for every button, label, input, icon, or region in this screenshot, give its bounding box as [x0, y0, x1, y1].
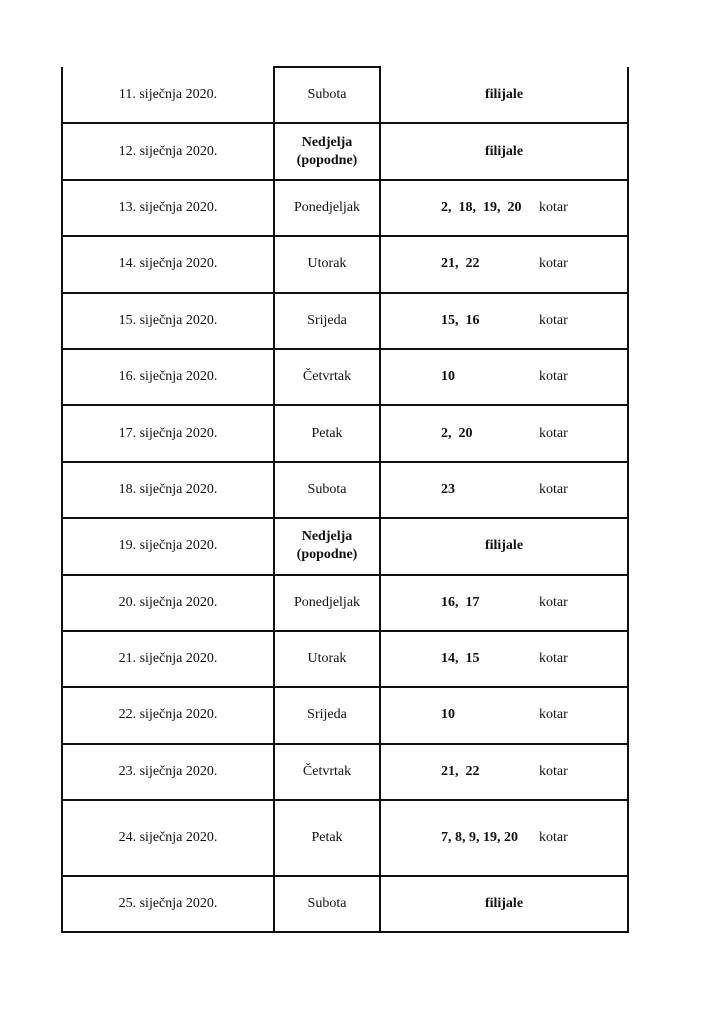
date-cell: 21. siječnja 2020. — [62, 631, 274, 687]
day-name: Ponedjeljak — [293, 594, 361, 610]
table-row — [62, 631, 628, 687]
district-label: kotar — [539, 651, 568, 667]
district-numbers: 10 — [441, 369, 455, 385]
day-note: (popodne) — [296, 547, 358, 563]
assignment-wrap — [381, 688, 627, 742]
date-cell: 14. siječnja 2020. — [62, 236, 274, 292]
district-numbers: 23 — [441, 481, 455, 497]
date-cell: 17. siječnja 2020. — [62, 405, 274, 461]
branch-label: filijale — [484, 538, 524, 554]
district-numbers: 7, 8, 9, 19, 20 — [441, 830, 518, 846]
day-cell — [274, 876, 380, 932]
day-cell — [274, 349, 380, 405]
date-cell: 11. siječnja 2020. — [62, 67, 274, 123]
day-name: Srijeda — [307, 312, 347, 328]
table-row — [62, 687, 628, 743]
assignment-cell — [380, 800, 628, 876]
date-cell: 16. siječnja 2020. — [62, 349, 274, 405]
assignment-cell — [380, 67, 628, 123]
district-numbers: 21, 22 — [441, 763, 480, 779]
assignment-cell — [380, 575, 628, 631]
table-row — [62, 293, 628, 349]
schedule-body — [62, 67, 628, 932]
date-cell: 13. siječnja 2020. — [62, 180, 274, 236]
table-row — [62, 180, 628, 236]
date-cell: 12. siječnja 2020. — [62, 123, 274, 179]
date-cell: 25. siječnja 2020. — [62, 876, 274, 932]
table-row — [62, 462, 628, 518]
district-numbers: 14, 15 — [441, 651, 480, 667]
district-label: kotar — [539, 312, 568, 328]
day-cell — [274, 180, 380, 236]
date-cell: 18. siječnja 2020. — [62, 462, 274, 518]
day-name: Utorak — [307, 651, 347, 667]
day-name: Petak — [311, 425, 343, 441]
day-name: Subota — [307, 896, 347, 912]
date-cell: 15. siječnja 2020. — [62, 293, 274, 349]
assignment-wrap — [381, 350, 627, 404]
assignment-wrap — [381, 237, 627, 291]
day-name: Petak — [311, 830, 343, 846]
date-cell: 22. siječnja 2020. — [62, 687, 274, 743]
assignment-cell — [380, 744, 628, 800]
date-cell: 19. siječnja 2020. — [62, 518, 274, 574]
assignment-cell — [380, 349, 628, 405]
assignment-cell — [380, 405, 628, 461]
district-label: kotar — [539, 707, 568, 723]
day-cell — [274, 293, 380, 349]
day-name: Subota — [307, 87, 347, 103]
assignment-wrap — [381, 463, 627, 517]
district-label: kotar — [539, 369, 568, 385]
day-cell — [274, 462, 380, 518]
day-name: Četvrtak — [302, 369, 352, 385]
table-row — [62, 744, 628, 800]
assignment-cell — [380, 687, 628, 743]
date-cell: 20. siječnja 2020. — [62, 575, 274, 631]
district-numbers: 21, 22 — [441, 256, 480, 272]
district-label: kotar — [539, 763, 568, 779]
day-cell — [274, 687, 380, 743]
day-cell — [274, 405, 380, 461]
district-label: kotar — [539, 594, 568, 610]
assignment-wrap — [381, 801, 627, 875]
assignment-cell — [380, 876, 628, 932]
table-row — [62, 876, 628, 932]
day-name: Srijeda — [307, 707, 347, 723]
branch-label: filijale — [484, 86, 524, 102]
day-name: Nedjelja — [301, 529, 353, 545]
day-cell — [274, 744, 380, 800]
day-cell — [274, 575, 380, 631]
assignment-cell — [380, 180, 628, 236]
day-name: Četvrtak — [302, 763, 352, 779]
day-note: (popodne) — [296, 152, 358, 168]
day-name: Utorak — [307, 256, 347, 272]
table-row — [62, 67, 628, 123]
assignment-wrap — [381, 181, 627, 235]
district-label: kotar — [539, 830, 568, 846]
day-cell — [274, 123, 380, 179]
branch-label: filijale — [484, 896, 524, 912]
day-name: Subota — [307, 481, 347, 497]
day-cell — [274, 518, 380, 574]
table-row — [62, 236, 628, 292]
district-label: kotar — [539, 256, 568, 272]
assignment-cell — [380, 123, 628, 179]
district-label: kotar — [539, 425, 568, 441]
table-row — [62, 518, 628, 574]
assignment-wrap — [381, 294, 627, 348]
assignment-wrap — [381, 632, 627, 686]
assignment-cell — [380, 462, 628, 518]
district-label: kotar — [539, 481, 568, 497]
district-numbers: 15, 16 — [441, 312, 480, 328]
day-name: Ponedjeljak — [293, 199, 361, 215]
table-row — [62, 405, 628, 461]
district-numbers: 16, 17 — [441, 594, 480, 610]
assignment-wrap — [381, 576, 627, 630]
day-cell — [274, 67, 380, 123]
assignment-cell — [380, 518, 628, 574]
table-row — [62, 575, 628, 631]
day-name: Nedjelja — [301, 134, 353, 150]
assignment-cell — [380, 293, 628, 349]
assignment-wrap — [381, 407, 627, 461]
table-row — [62, 123, 628, 179]
table-row — [62, 800, 628, 876]
district-numbers: 2, 18, 19, 20 — [441, 199, 522, 215]
day-cell — [274, 631, 380, 687]
district-numbers: 2, 20 — [441, 425, 473, 441]
day-cell — [274, 236, 380, 292]
date-cell: 23. siječnja 2020. — [62, 744, 274, 800]
date-cell: 24. siječnja 2020. — [62, 800, 274, 876]
day-cell — [274, 800, 380, 876]
district-numbers: 10 — [441, 707, 455, 723]
branch-label: filijale — [484, 143, 524, 159]
table-row — [62, 349, 628, 405]
assignment-cell — [380, 631, 628, 687]
assignment-cell — [380, 236, 628, 292]
schedule-table — [61, 66, 629, 933]
district-label: kotar — [539, 199, 568, 215]
assignment-wrap — [381, 745, 627, 799]
